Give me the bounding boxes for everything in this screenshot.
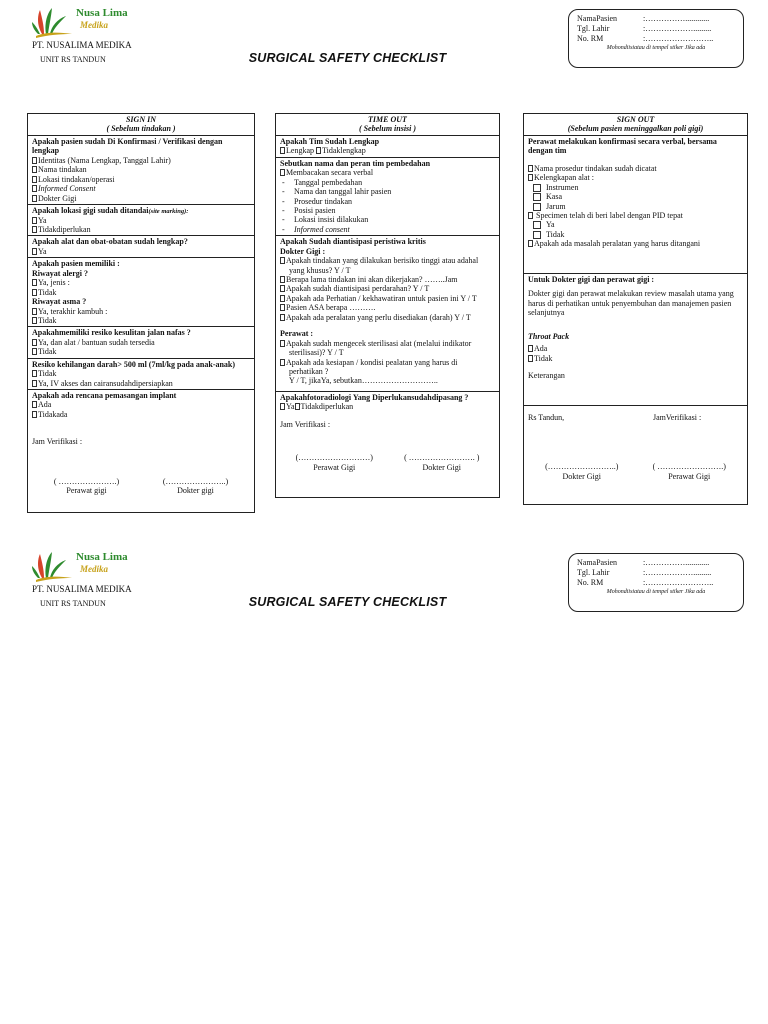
sign-out-column [523, 113, 748, 505]
checkbox-item[interactable]: Specimen telah di beri label dengan PID tepat [528, 211, 743, 220]
time-out-q4: Apakahfotoradiologi Yang Diperlukansudahdipasang ? [280, 392, 469, 402]
sign-in-title: SIGN IN [125, 115, 156, 124]
time-out-signatures [280, 453, 495, 472]
sign-out-q1: Perawat melakukan konfirmasi secara verbal, bersama dengan tim [528, 136, 717, 156]
time-out-critical-section [276, 236, 499, 392]
checkbox-item[interactable]: Membacakan secara verbal [280, 168, 495, 177]
checkbox-item[interactable]: Ada [528, 344, 743, 353]
checkbox-item[interactable]: Apakah ada Perhatian / kekhawatiran untuk pasien ini Y / T [280, 294, 495, 303]
patient-info-box [568, 553, 744, 612]
checkbox-item[interactable]: Ya, terakhir kambuh : [32, 307, 250, 316]
patient-rm-value[interactable]: :…………………….. [643, 578, 714, 587]
checkbox-item[interactable]: Berapa lama tindakan ini akan dikerjakan? ……..Jam [280, 275, 495, 284]
patient-rm-label: No. RM [577, 578, 604, 587]
checkbox-item[interactable]: Ya, dan alat / bantuan sudah tersedia [32, 338, 250, 347]
sign-in-q3: Apakah alat dan obat-obatan sudah lengkap? [32, 237, 188, 247]
sign-out-header [524, 114, 747, 136]
checkbox-item[interactable]: Tidakdiperlukan [295, 402, 354, 411]
company-name: PT. NUSALIMA MEDIKA [32, 40, 132, 50]
checkbox-item[interactable]: Instrumen [528, 183, 743, 192]
patient-name-label: NamaPasien [577, 558, 617, 567]
leaf-logo-icon [32, 548, 76, 584]
signature-line[interactable]: (…………………..) [162, 476, 229, 486]
leaf-logo-icon [32, 4, 76, 40]
sign-in-history-section [28, 258, 254, 327]
time-out-team-section [276, 136, 499, 158]
checkbox-item[interactable]: Apakah ada kesiapan / kondisi pealatan yang harus di [280, 358, 495, 367]
signature-line[interactable]: (………………………) [295, 453, 373, 463]
signature-label: Dokter Gigi [422, 462, 461, 472]
checkbox-item[interactable]: Apakah ada peralatan yang perlu disediakan (darah) Y / T [280, 313, 495, 322]
checkbox-item[interactable]: Apakah tindakan yang dilakukan berisiko tinggi atau adahal [280, 256, 495, 265]
patient-note: Mohondiisiatau di tempel stiker Jika ada [606, 589, 706, 595]
checkbox-item[interactable]: Ya, IV akses dan cairansudahdipersiapkan [32, 379, 250, 388]
checkbox-item[interactable]: Dokter Gigi [32, 194, 250, 203]
patient-name-value[interactable]: :……………............ [643, 558, 710, 567]
sign-in-q1: Apakah pasien sudah Di Konfirmasi / Verifikasi dengan lengkap [32, 136, 223, 156]
sign-out-place: Rs Tandun, [528, 412, 565, 422]
sign-out-title: SIGN OUT [616, 115, 655, 124]
sign-in-implant-section [28, 390, 254, 514]
time-out-perawat: Perawat : [280, 329, 314, 339]
brand-name: Nusa Lima [76, 551, 128, 563]
sign-in-column [27, 113, 255, 513]
signature-line[interactable]: ( …………………….) [652, 462, 726, 472]
brand-sub: Medika [80, 564, 108, 574]
patient-rm-value[interactable]: :…………………….. [643, 34, 714, 43]
time-out-subtitle: ( Sebelum insisi ) [358, 124, 417, 134]
checkbox-item[interactable]: Tidak [528, 354, 743, 363]
sign-in-q6: Resiko kehilangan darah> 500 ml (7ml/kg pada anak-anak) [32, 359, 236, 369]
checkbox-item[interactable]: Ya [528, 220, 743, 229]
list-item: - Posisi pasien [280, 206, 495, 215]
time-out-q3: Apakah Sudah diantisipasi peristiwa kritis [280, 237, 426, 247]
sign-in-identity-section [28, 136, 254, 205]
sign-out-q2: Untuk Dokter gigi dan perawat gigi : [528, 274, 655, 284]
sign-in-q7: Apakah ada rencana pemasangan implant [32, 391, 177, 401]
sign-out-confirm-section [524, 136, 747, 274]
checkbox-item[interactable]: Ya [32, 247, 250, 256]
brand-name: Nusa Lima [76, 7, 128, 19]
checkbox-item[interactable]: Tidak [32, 347, 250, 356]
checkbox-item[interactable]: Ya [280, 402, 295, 411]
sign-in-blood-section [28, 359, 254, 390]
list-item: - Nama dan tanggal lahir pasien [280, 187, 495, 196]
sign-in-q2: Apakah lokasi gigi sudah ditandai [32, 205, 149, 215]
patient-dob-value[interactable]: :………………......... [643, 568, 712, 577]
checkbox-item[interactable]: Tidak [32, 369, 250, 378]
sign-in-jam: Jam Verifikasi : [32, 437, 83, 447]
list-item: perhatikan ? [289, 366, 329, 376]
signature-label: Perawat gigi [66, 486, 107, 496]
unit-name: UNIT RS TANDUN [40, 599, 106, 608]
time-out-jam: Jam Verifikasi : [280, 419, 331, 429]
sign-in-q5: Apakahmemiliki resiko kesulitan jalan nafas ? [32, 328, 191, 338]
list-item: - Lokasi insisi dilakukan [280, 215, 495, 224]
list-item: - Prosedur tindakan [280, 197, 495, 206]
patient-name-label: NamaPasien [577, 14, 617, 23]
time-out-radiology-section [276, 392, 499, 492]
checkbox-item[interactable]: Kelengkapan alat : [528, 173, 743, 182]
time-out-roles-section [276, 158, 499, 237]
time-out-q1: Apakah Tim Sudah Lengkap [280, 136, 380, 146]
signature-label: Perawat Gigi [313, 462, 356, 472]
checkbox-item[interactable]: Tidakada [32, 410, 250, 419]
patient-dob-label: Tgl. Lahir [577, 24, 610, 33]
time-out-title: TIME OUT [368, 115, 407, 124]
patient-rm-label: No. RM [577, 34, 604, 43]
list-item: - Informed consent [280, 225, 495, 234]
page-header-top [0, 0, 768, 90]
signature-label: Dokter Gigi [562, 471, 601, 481]
checkbox-item[interactable]: Tidakdiperlukan [32, 225, 250, 234]
sign-out-throat: Throat Pack [528, 331, 570, 341]
checkbox-item[interactable]: Tidak [32, 288, 250, 297]
checkbox-item[interactable]: Identitas (Nama Lengkap, Tanggal Lahir) [32, 156, 250, 165]
sign-in-q4a: Riwayat alergi ? [32, 268, 88, 278]
checkbox-item[interactable]: Apakah sudah diantisipasi perdarahan? Y / T [280, 284, 495, 293]
company-name: PT. NUSALIMA MEDIKA [32, 584, 132, 594]
checkbox-item[interactable]: Lokasi tindakan/operasi [32, 175, 250, 184]
checkbox-item[interactable]: Informed Consent [32, 184, 250, 193]
page-header-bottom [0, 544, 768, 634]
sign-in-signatures [32, 477, 250, 496]
sign-out-jam: JamVerifikasi : [653, 412, 702, 422]
list-item: Y / T, jikaYa, sebutkan……………………….. [289, 376, 438, 386]
checkbox-item[interactable]: Kasa [528, 192, 743, 201]
list-item: sterilisasi)? Y / T [289, 348, 344, 358]
page-title: SURGICAL SAFETY CHECKLIST [248, 51, 447, 65]
sign-in-q2-note: (site marking): [148, 207, 189, 215]
checkbox-item[interactable]: Jarum [528, 202, 743, 211]
signature-line[interactable]: ( ……………………. ) [404, 453, 480, 463]
signature-label: Dokter gigi [177, 486, 214, 496]
time-out-q2: Sebutkan nama dan peran tim pembedahan [280, 158, 431, 168]
checkbox-item[interactable]: Pasien ASA berapa ………. [280, 303, 495, 312]
brand-sub: Medika [80, 20, 108, 30]
sign-in-airway-section [28, 327, 254, 358]
sign-out-subtitle: (Sebelum pasien meninggalkan poli gigi) [567, 124, 704, 134]
signature-line[interactable]: (……………………..) [545, 462, 619, 472]
page-title: SURGICAL SAFETY CHECKLIST [248, 595, 447, 609]
patient-note: Mohondiisiatau di tempel stiker Jika ada [606, 45, 706, 51]
checkbox-item[interactable]: Apakah ada masalah peralatan yang harus ditangani [528, 239, 743, 248]
signature-line[interactable]: ( ………………….) [53, 476, 120, 486]
sign-in-header [28, 114, 254, 136]
sign-out-review-section [524, 274, 747, 406]
time-out-header [276, 114, 499, 136]
patient-info-box [568, 9, 744, 68]
checkbox-item[interactable]: Ya [32, 216, 250, 225]
checkbox-item[interactable]: Apakah sudah mengecek sterilisasi alat (melalui indikator [280, 339, 495, 348]
checkbox-item[interactable]: Nama tindakan [32, 165, 250, 174]
checkbox-item[interactable]: Ada [32, 400, 250, 409]
checkbox-item[interactable]: Lengkap [280, 146, 314, 155]
signature-label: Perawat Gigi [668, 471, 711, 481]
unit-name: UNIT RS TANDUN [40, 55, 106, 64]
patient-dob-label: Tgl. Lahir [577, 568, 610, 577]
sign-in-q4: Apakah pasien memiliki : [32, 259, 120, 269]
time-out-column [275, 113, 500, 498]
time-out-q3-sub: Dokter Gigi : [280, 246, 326, 256]
sign-in-subtitle: ( Sebelum tindakan ) [106, 124, 176, 134]
checkbox-item[interactable]: Tidaklengkap [316, 146, 366, 155]
sign-out-q2-text: Dokter gigi dan perawat melakukan review masalah utama yang harus di perhatikan untuk penyembuhan dan manajemen pasien selanjutnya [528, 289, 734, 318]
logo [32, 548, 162, 586]
sign-out-verification-section [524, 406, 747, 482]
logo [32, 4, 162, 42]
sign-in-q4b: Riwayat asma ? [32, 297, 87, 307]
sign-in-site-marking-section [28, 205, 254, 237]
sign-out-signatures [528, 462, 743, 481]
sign-in-tools-section [28, 236, 254, 258]
sign-out-keterangan: Keterangan [528, 370, 565, 380]
checkbox-item[interactable]: Tidak [32, 316, 250, 325]
checkbox-item[interactable]: Tidak [528, 230, 743, 239]
patient-name-value[interactable]: :……………............ [643, 14, 710, 23]
checkbox-item[interactable]: Nama prosedur tindakan sudah dicatat [528, 164, 743, 173]
checkbox-item[interactable]: Ya, jenis : [32, 278, 250, 287]
list-item: yang khusus? Y / T [289, 265, 351, 275]
patient-dob-value[interactable]: :………………......... [643, 24, 712, 33]
list-item: - Tanggal pembedahan [280, 178, 495, 187]
